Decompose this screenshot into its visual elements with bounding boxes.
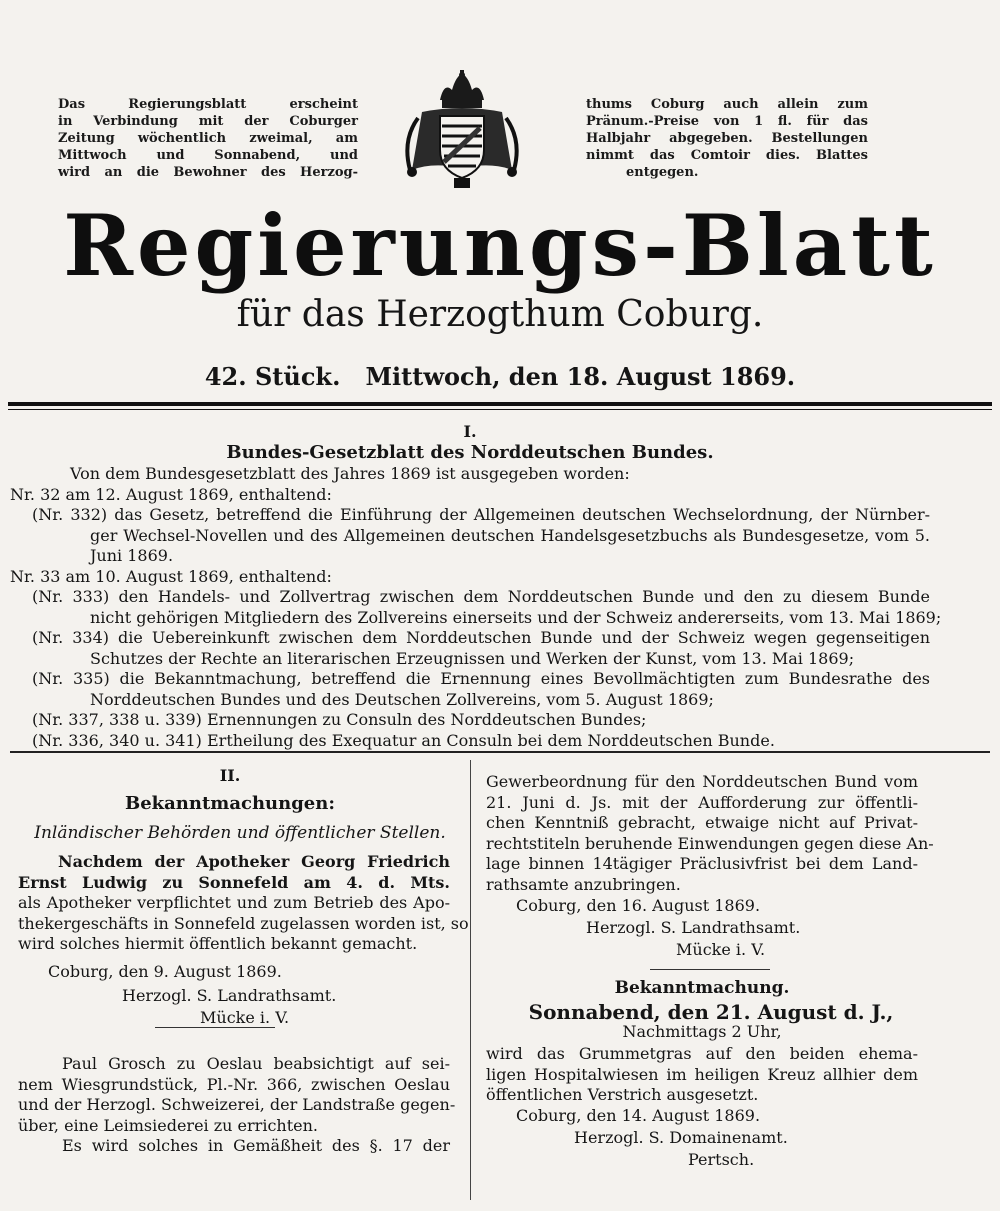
text-line: ligen Hospitalwiesen im heiligen Kreuz allhier dem [486, 1064, 918, 1084]
text-line: lage binnen 14tägiger Präclusivfrist bei dem Land- [486, 854, 918, 873]
notice-signature: Pertsch. [688, 1150, 755, 1169]
header-left-line: in Verbindung mit der Coburger [58, 114, 358, 129]
notice-authority: Herzogl. S. Domainenamt. [574, 1128, 788, 1147]
auction-time: Nachmittags 2 Uhr, [622, 1022, 782, 1041]
header-left-notice [58, 96, 358, 181]
section-1-body [10, 464, 942, 751]
text-line: Juni 1869. [90, 546, 174, 565]
notice-place-date: Coburg, den 16. August 1869. [516, 896, 761, 915]
notice-leimsiederei [18, 1054, 456, 1157]
text-line: (Nr. 336, 340 u. 341) Ertheilung des Exequatur an Consuln bei dem Norddeutschen Bunde. [32, 730, 775, 750]
text-line: (Nr. 337, 338 u. 339) Ernennungen zu Consuln des Norddeutschen Bundes; [32, 710, 647, 729]
text-line: chen Kenntniß gebracht, etwaige nicht auf Privat- [486, 813, 918, 832]
text-line: thekergeschäfts in Sonnefeld zugelassen worden ist, so [18, 913, 469, 933]
header-right-line: nimmt das Comtoir dies. Blattes [586, 148, 868, 163]
text-line: Norddeutschen Bundes und des Deutschen Zollvereins, vom 5. August 1869; [90, 689, 714, 709]
auction-date: Sonnabend, den 21. August d. J., [528, 1000, 894, 1024]
notice-separator [155, 1027, 275, 1028]
header-right-line: Pränum.-Preise von 1 fl. für das [586, 114, 868, 129]
issue-line: 42. Stück. Mittwoch, den 18. August 1869. [204, 362, 796, 391]
section-2-subheading: Inländischer Behörden und öffentlicher Stellen. [34, 823, 446, 843]
section-1-heading: Bundes-Gesetzblatt des Norddeutschen Bundes. [226, 442, 714, 463]
text-line: rathsamte anzubringen. [486, 874, 681, 894]
text-line: Nr. 33 am 10. August 1869, enthaltend: [10, 566, 332, 586]
text-line: öffentlichen Verstrich ausgesetzt. [486, 1085, 759, 1104]
masthead-subtitle: für das Herzogthum Coburg. [236, 294, 764, 335]
column-rule [470, 760, 471, 1200]
text-line: wird solches hiermit öffentlich bekannt gemacht. [18, 934, 418, 953]
text-line: Nr. 32 am 12. August 1869, enthaltend: [10, 484, 332, 504]
text-line: (Nr. 333) den Handels- und Zollvertrag zwischen dem Norddeutschen Bunde und den zu diesem Bunde [32, 587, 930, 606]
header-right-line: Halbjahr abgegeben. Bestellungen [586, 131, 868, 146]
section-2-heading: Bekanntmachungen: [125, 793, 335, 814]
header-left-line: Das Regierungsblatt erscheint [58, 97, 358, 112]
auction-body [486, 1044, 918, 1106]
coat-of-arms-emblem [392, 70, 532, 198]
header-right-line: entgegen. [626, 165, 699, 180]
text-line: (Nr. 334) die Uebereinkunft zwischen dem Norddeutschen Bunde und der Schweiz wegen gegenseitigen [32, 628, 930, 647]
auction-heading: Bekanntmachung. [614, 978, 790, 998]
text-line: wird das Grummetgras auf den beiden ehema- [486, 1044, 918, 1063]
masthead-title: Regierungs-Blatt [63, 196, 937, 295]
text-line: Gewerbeordnung für den Norddeutschen Bund vom [486, 772, 918, 791]
text-line: und der Herzogl. Schweizerei, der Landstraße gegen- [18, 1095, 456, 1114]
notice-signature: Mücke i. V. [676, 940, 766, 959]
notice-place-date: Coburg, den 9. August 1869. [48, 962, 282, 981]
header-rule-thin [8, 409, 992, 410]
text-line: als Apotheker verpflichtet und zum Betrieb des Apo- [18, 893, 450, 912]
header-left-line: Zeitung wöchentlich zweimal, am [58, 131, 358, 146]
notice-apotheker [18, 852, 469, 955]
text-line: 21. Juni d. Js. mit der Aufforderung zur öffentli- [486, 792, 918, 812]
text-line: Nachdem der Apotheker Georg Friedrich [58, 852, 450, 871]
text-line: (Nr. 335) die Bekanntmachung, betreffend die Ernennung eines Bevollmächtigten zum Bundesrathe des [32, 669, 930, 688]
notice-authority: Herzogl. S. Landrathsamt. [122, 986, 337, 1005]
text-line: nem Wiesgrundstück, Pl.-Nr. 366, zwischen Oeslau [18, 1074, 450, 1094]
text-line: rechtstiteln beruhende Einwendungen gegen diese An- [486, 833, 934, 853]
notice-separator [650, 969, 770, 970]
section-2-numeral: II. [219, 766, 241, 785]
header-left-line: wird an die Bewohner des Herzog- [58, 165, 358, 180]
notice-signature: Mücke i. V. [200, 1008, 290, 1027]
section-1-numeral: I. [463, 422, 477, 441]
header-right-notice [586, 96, 868, 181]
header-rule [8, 402, 992, 406]
notice-authority: Herzogl. S. Landrathsamt. [586, 918, 801, 937]
text-line: nicht gehörigen Mitgliedern des Zollvereins einerseits und der Schweiz andererseits, vom 13. Mai 1869; [90, 607, 942, 627]
notice-place-date: Coburg, den 14. August 1869. [516, 1106, 761, 1125]
text-line: Ernst Ludwig zu Sonnefeld am 4. d. Mts. [18, 872, 450, 892]
text-line: Paul Grosch zu Oeslau beabsichtigt auf sei- [62, 1054, 450, 1073]
text-line: Schutzes der Rechte an literarischen Erzeugnissen und Werken der Kunst, vom 13. Mai 1869; [90, 648, 855, 668]
text-line: Es wird solches in Gemäßheit des §. 17 der [62, 1136, 450, 1155]
text-line: (Nr. 332) das Gesetz, betreffend die Einführung der Allgemeinen deutschen Wechselordnung, der Nürnber- [32, 505, 930, 524]
notice-continued [486, 772, 934, 895]
text-line: ger Wechsel-Novellen und des Allgemeinen deutschen Handelsgesetzbuchs als Bundesgesetze, vom 5. [90, 525, 930, 545]
section-divider [10, 751, 990, 753]
header-left-line: Mittwoch und Sonnabend, und [58, 148, 358, 163]
header-right-line: thums Coburg auch allein zum [586, 97, 868, 112]
text-line: Von dem Bundesgesetzblatt des Jahres 1869 ist ausgegeben worden: [70, 464, 630, 483]
text-line: über, eine Leimsiederei zu errichten. [18, 1115, 318, 1135]
